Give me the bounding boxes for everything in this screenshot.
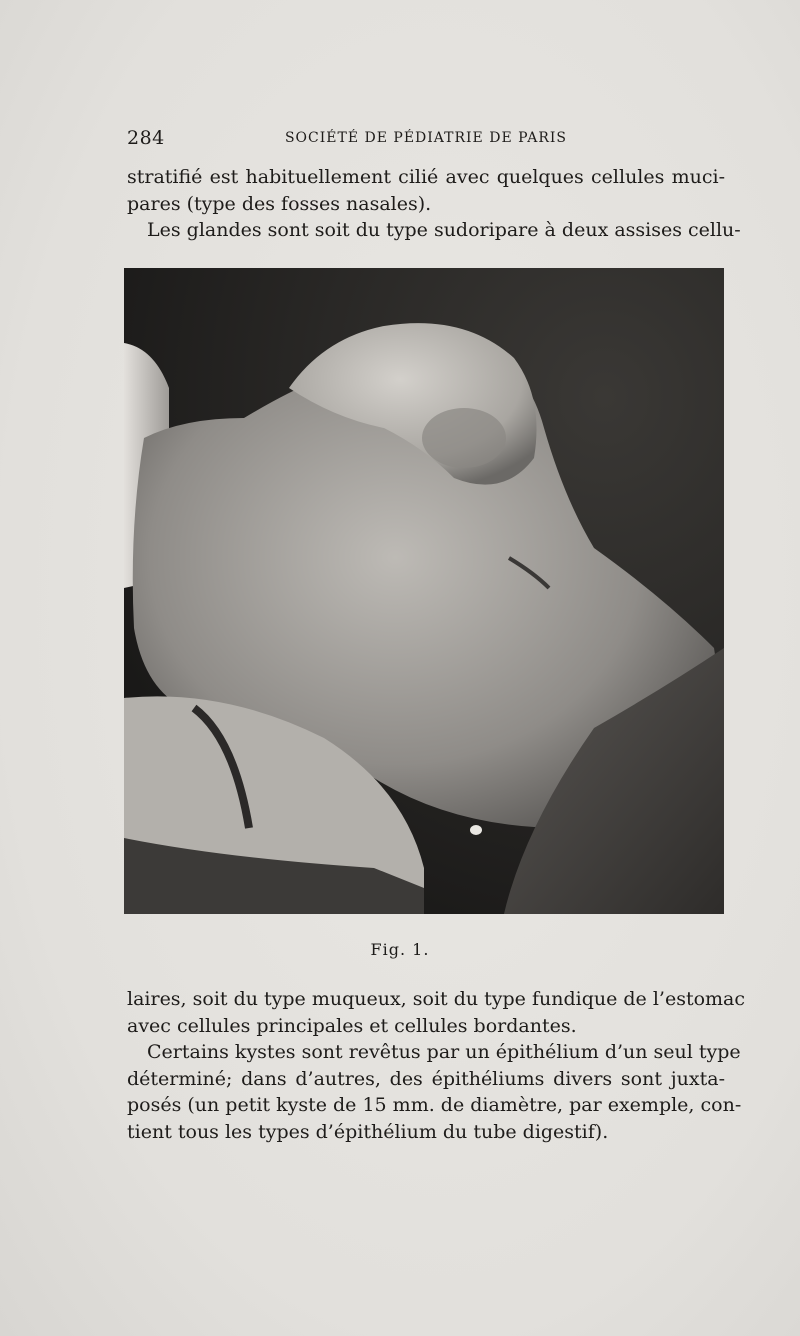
photograph-image bbox=[124, 268, 724, 914]
text-line: déterminé; dans d’autres, des épithéliums divers sont juxta- bbox=[127, 1067, 725, 1090]
page-number: 284 bbox=[127, 127, 165, 149]
text-line: tient tous les types d’épithélium du tube digestif). bbox=[127, 1120, 609, 1143]
paragraph-bottom bbox=[127, 986, 746, 1145]
text-line: Les glandes sont soit du type sudoripare à deux assises cellu- bbox=[147, 219, 741, 241]
text-line: pares (type des fosses nasales). bbox=[127, 192, 432, 215]
text-line: stratifié est habituellement cilié avec quelques cellules muci- bbox=[127, 166, 725, 188]
page-header bbox=[127, 127, 725, 151]
running-head: SOCIÉTÉ DE PÉDIATRIE DE PARIS bbox=[284, 130, 568, 146]
figure-photograph bbox=[124, 268, 724, 914]
text-line: laires, soit du type muqueux, soit du type fundique de l’estomac bbox=[127, 988, 746, 1010]
figure-caption: Fig. 1. bbox=[370, 940, 430, 959]
paragraph-top bbox=[127, 164, 741, 244]
text-line: Certains kystes sont revêtus par un épithélium d’un seul type bbox=[147, 1041, 741, 1063]
text-line: avec cellules principales et cellules bordantes. bbox=[127, 1014, 577, 1037]
text-line: posés (un petit kyste de 15 mm. de diamètre, par exemple, con- bbox=[127, 1094, 742, 1116]
